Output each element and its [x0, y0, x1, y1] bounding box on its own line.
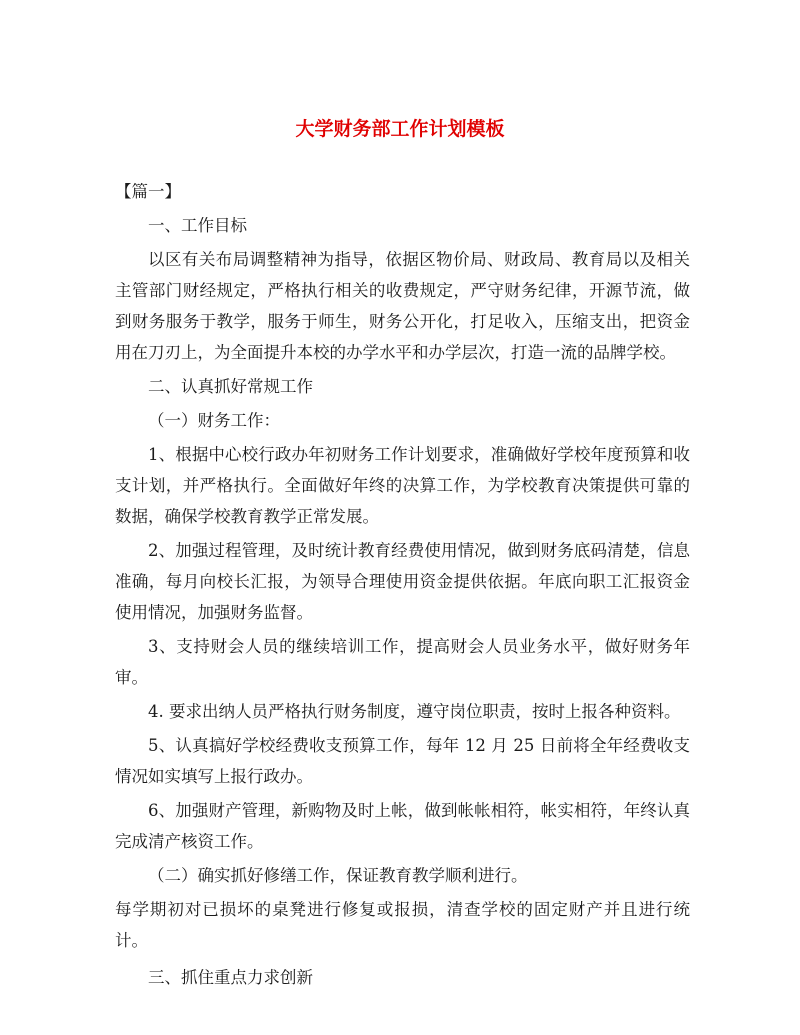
paragraph-6: 2、加强过程管理，及时统计教育经费使用情况，做到财务底码清楚，信息准确，每月向校长汇报，为领导合理使用资金提供依据。年底向职工汇报资金使用情况，加强财务监督。: [115, 541, 690, 622]
document-body: [115, 176, 690, 996]
paragraph-8: 4. 要求出纳人员严格执行财务制度，遵守岗位职责，按时上报各种资料。: [148, 702, 681, 721]
paragraph-13: 三、抓住重点力求创新: [148, 968, 313, 987]
paragraph-10: 6、加强财产管理，新购物及时上帐，做到帐帐相符，帐实相符，年终认真完成清产核资工作。: [115, 801, 690, 851]
paragraph-3: 二、认真抓好常规工作: [148, 377, 313, 396]
paragraph-5: 1、根据中心校行政办年初财务工作计划要求，准确做好学校年度预算和收支计划，并严格执行。全面做好年终的决算工作，为学校教育决策提供可靠的数据，确保学校教育教学正常发展。: [115, 445, 690, 526]
paragraph-12: 每学期初对已损坏的桌凳进行修复或报损，清查学校的固定财产并且进行统计。: [115, 900, 690, 950]
paragraph-9: 5、认真搞好学校经费收支预算工作，每年 12 月 25 日前将全年经费收支情况如实填写上报行政办。: [115, 736, 690, 786]
paragraph-7: 3、支持财会人员的继续培训工作，提高财会人员业务水平，做好财务年审。: [115, 637, 690, 687]
paragraph-2: 以区有关布局调整精神为指导，依据区物价局、财政局、教育局以及相关主管部门财经规定，严格执行相关的收费规定，严守财务纪律，开源节流，做到财务服务于教学，服务于师生，财务公开化，打足收入，压缩支出，把资金用在刀刃上，为全面提升本校的办学水平和办学层次，打造一流的品牌学校。: [115, 250, 690, 362]
paragraph-4: （一）财务工作：: [148, 411, 280, 430]
paragraph-0: 【篇一】: [115, 182, 181, 201]
document-title: 大学财务部工作计划模板: [295, 118, 505, 140]
paragraph-11: （二）确实抓好修缮工作，保证教育教学顺利进行。: [148, 866, 528, 885]
paragraph-1: 一、工作目标: [148, 216, 247, 235]
